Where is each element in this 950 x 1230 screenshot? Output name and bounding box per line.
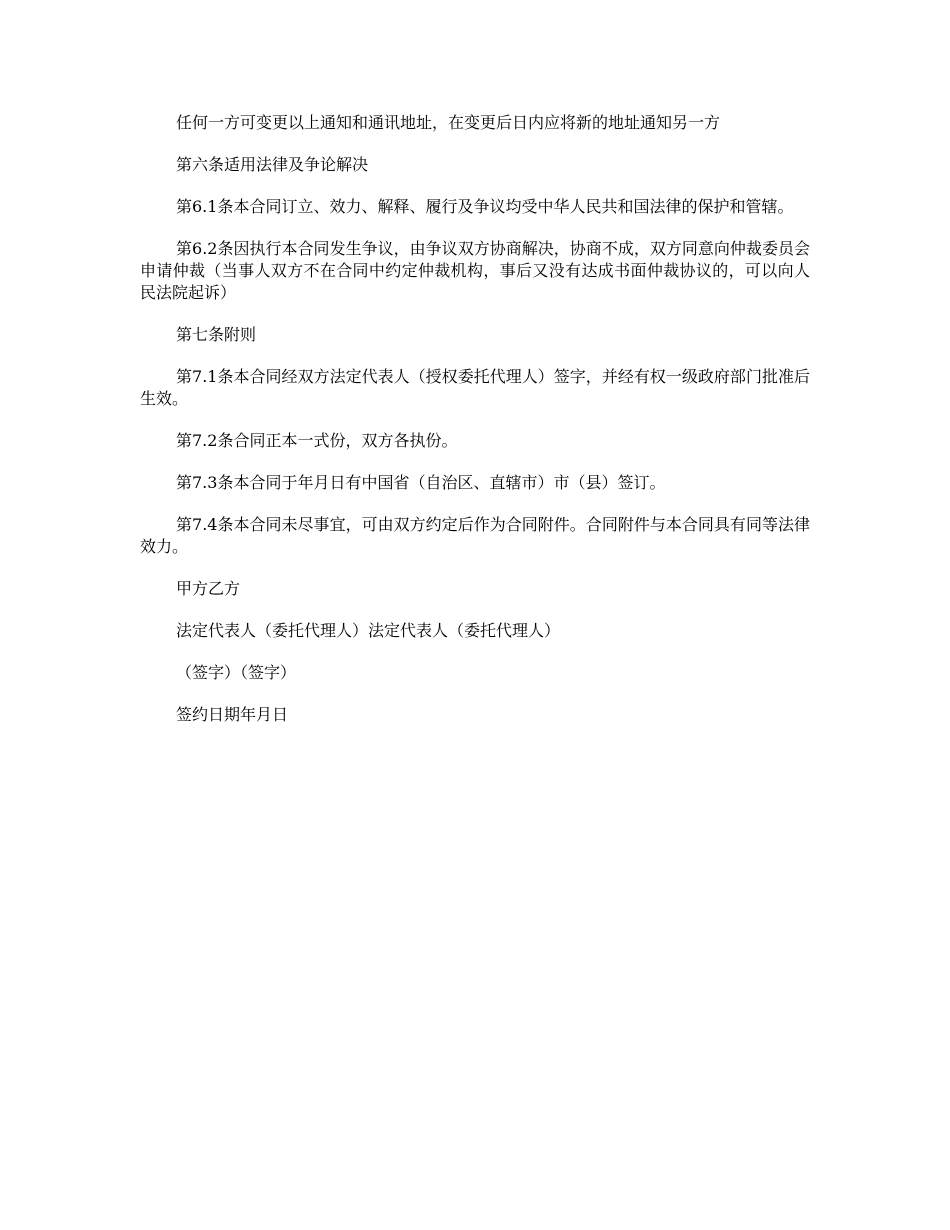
paragraph-7-4: 第7.4条本合同未尽事宜，可由双方约定后作为合同附件。合同附件与本合同具有同等法律效力。 — [140, 515, 810, 556]
party-labels: 甲方乙方 — [176, 579, 241, 598]
signature-labels: （签字）（签字） — [176, 663, 297, 682]
heading-article-7: 第七条附则 — [176, 325, 257, 344]
paragraph-address-change: 任何一方可变更以上通知和通讯地址，在变更后日内应将新的地址通知另一方 — [176, 113, 721, 132]
paragraph-6-2: 第6.2条因执行本合同发生争议，由争议双方协商解决，协商不成，双方同意向仲裁委员会申请仲裁（当事人双方不在合同中约定仲裁机构，事后又没有达成书面仲裁协议的，可以向人民法院起诉） — [140, 239, 810, 302]
paragraph-6-1: 第6.1条本合同订立、效力、解释、履行及争议均受中华人民共和国法律的保护和管辖。 — [176, 197, 794, 216]
paragraph-7-3: 第7.3条本合同于年月日有中国省（自治区、直辖市）市（县）签订。 — [176, 473, 666, 492]
document-body — [140, 112, 810, 746]
legal-representative-labels: 法定代表人（委托代理人）法定代表人（委托代理人） — [176, 621, 561, 640]
paragraph-7-2: 第7.2条合同正本一式份，双方各执份。 — [176, 431, 458, 450]
heading-article-6: 第六条适用法律及争论解决 — [176, 155, 369, 174]
signing-date-label: 签约日期年月日 — [176, 705, 289, 724]
paragraph-7-1: 第7.1条本合同经双方法定代表人（授权委托代理人）签字，并经有权一级政府部门批准后生效。 — [140, 367, 810, 408]
